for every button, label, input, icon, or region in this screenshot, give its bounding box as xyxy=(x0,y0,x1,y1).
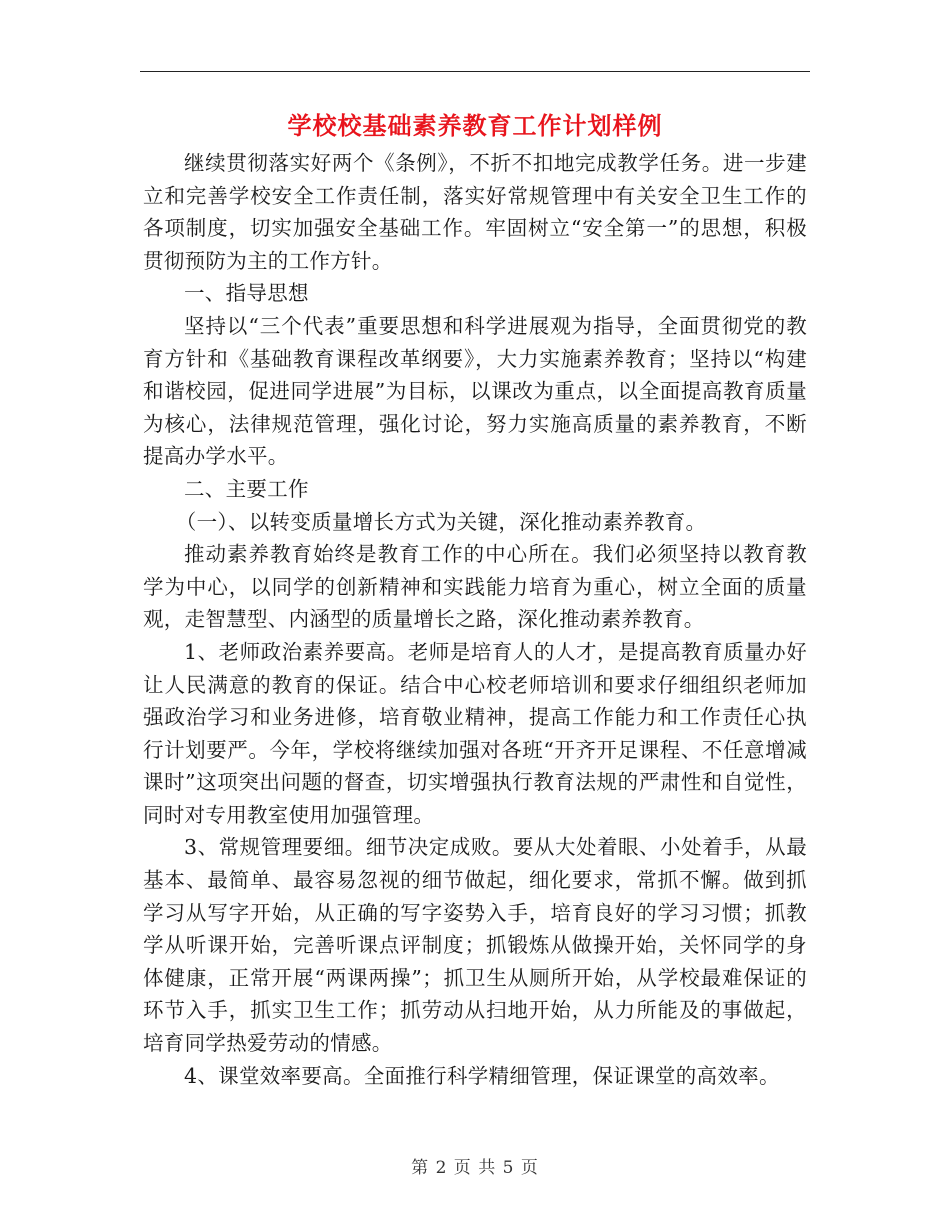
section-heading-guiding-ideology: 一、指导思想 xyxy=(184,281,309,306)
subsection-heading-1: （一）、以转变质量增长方式为关键，深化推动素养教育。 xyxy=(175,509,707,534)
document-title: 学校校基础素养教育工作计划样例 xyxy=(287,111,663,140)
item-4-paragraph: 4、课堂效率要高。全面推行科学精细管理，保证课堂的高效率。 xyxy=(184,1063,780,1088)
intro-paragraph: 继续贯彻落实好两个《条例》，不折不扣地完成教学任务。进一步建立和完善学校安全工作责任制，落实好常规管理中有关安全卫生工作的各项制度，切实加强安全基础工作。牢固树立“安全第一”的思想，积极贯彻预防为主的工作方针。 xyxy=(143,151,807,273)
item-1-paragraph: 1、老师政治素养要高。老师是培育人的人才，是提高教育质量办好让人民满意的教育的保证。结合中心校老师培训和要求仔细组织老师加强政治学习和业务进修，培育敬业精神，提高工作能力和工作责任心执行计划要严。今年，学校将继续加强对各班“开齐开足课程、不任意增减课时”这项突出问题的督查，切实增强执行教育法规的严肃性和自觉性，同时对专用教室使用加强管理。 xyxy=(143,639,807,827)
header-rule xyxy=(140,71,810,72)
guiding-ideology-paragraph: 坚持以“三个代表”重要思想和科学进展观为指导，全面贯彻党的教育方针和《基础教育课程改革纲要》，大力实施素养教育；坚持以“构建和谐校园，促进同学进展”为目标，以课改为重点，以全面提高教育质量为核心，法律规范管理，强化讨论，努力实施高质量的素养教育，不断提高办学水平。 xyxy=(143,313,807,469)
item-3-paragraph: 3、常规管理要细。细节决定成败。要从大处着眼、小处着手，从最基本、最简单、最容易忽视的细节做起，细化要求，常抓不懈。做到抓学习从写字开始，从正确的写字姿势入手，培育良好的学习习惯；抓教学从听课开始，完善听课点评制度；抓锻炼从做操开始，关怀同学的身体健康，正常开展“两课两操”；抓卫生从厕所开始，从学校最难保证的环节入手，抓实卫生工作；抓劳动从扫地开始，从力所能及的事做起，培育同学热爱劳动的情感。 xyxy=(143,835,807,1056)
subsection-1-paragraph: 推动素养教育始终是教育工作的中心所在。我们必须坚持以教育教学为中心，以同学的创新精神和实践能力培育为重心，树立全面的质量观，走智慧型、内涵型的质量增长之路，深化推动素养教育。 xyxy=(143,542,807,632)
section-heading-main-work: 二、主要工作 xyxy=(184,476,309,501)
page-number-footer: 第 2 页 共 5 页 xyxy=(411,1158,539,1178)
document-body xyxy=(143,147,807,1092)
